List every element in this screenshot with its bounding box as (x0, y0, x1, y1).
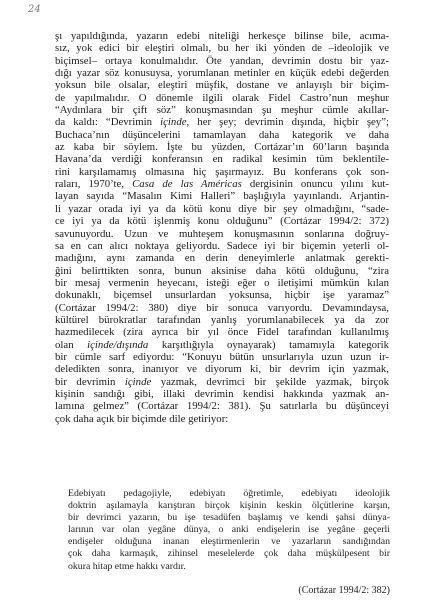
text-line: “Aydınlara bir çift söz” konuşmasından şu meşhur cümle akıllar- (55, 104, 389, 117)
text-line: de yapılmalıdır. O dönemle ilgili olarak Fidel Castro’nun meşhur (55, 91, 389, 104)
text-line: kültürel bürokratlar tarafından yanlış yorumlanabilecek ya da zor (55, 313, 389, 326)
text-line: Havana’da verdiği konferansın en radikal kesimin tüm beklentile- (55, 153, 389, 166)
text-line: hazmedilecek (zira ayrıca bir yıl önce Fidel tarafından kullanılmış (55, 326, 389, 339)
text-line: ğini belirttikten sonra, bunun aksinise daha kötü olduğunu, “zira (55, 264, 389, 277)
quote-line: Edebiyatı pedagojiyle, edebiyatı öğretimle, edebiyatı ideolojik (68, 488, 390, 499)
text-line: lamına gelmez” (Cortázar 1994/2: 381). Şu satırlarla bu düşünceyi (55, 400, 389, 413)
text-line: olan içinde/dışında karşıtlığıyla oynayarak) tamamıyla kategorik (55, 338, 389, 351)
quote-line: çok daha karmaşık, zihinsel meselelerde çok daha müşkülpesent bir (68, 548, 390, 560)
text-line: çok daha açık bir biçimde dile getiriyor: (55, 412, 229, 425)
text-line: raları, 1970’te, Casa de las Américas dergisinin onuncu yılını kut- (55, 178, 390, 191)
block-quote (68, 488, 390, 573)
quote-line: larının var olan yegâne dünya, o anki endişelerin ise yegâne geçerli (68, 524, 390, 536)
text-line: bir mesaj vermenin heyecanı, isteği eğer o iletişimi mümkün kılan (55, 276, 389, 289)
text-line: ce iyi ya da kötü işlenmiş konu olduğunu” (Cortázar 1994/2: 372) (55, 215, 389, 228)
text-line: deledikten sonra, inanıyor ve diyorum ki, bir devrim için yazmak, (55, 363, 389, 376)
text-line: li yazar orada iyi ya da kötü konu diye bir şey olmadığını, “sade- (55, 202, 389, 215)
text-line: sa en can alıcı noktaya geliyordu. Sadece iyi bir biçemin yeterli ol- (55, 239, 389, 252)
emphasized-term: içinde/dışında (87, 338, 149, 351)
text-line: dığı yazar söz konusuysa, yorumlanan metinler en küçük edebi değerden (55, 67, 389, 80)
text-line: layan sayıda “Masalın Kimi Halleri” başlığıyla yayınlandı. Arjantin- (55, 190, 389, 203)
text-line: sız, yok edici bir eleştiri olmalı, bu her iki yönden de –ideolojik ve (55, 42, 389, 55)
quote-line: okura hitap etme hakkı vardır. (68, 560, 186, 572)
text-line: (Cortázar 1994/2: 380) diye bir sonuca varıyordu. Devamındaysa, (55, 301, 389, 314)
emphasized-term: Casa de las Américas (132, 178, 242, 191)
quote-line: endişeler olduğuna inanan eleştirmenlerin ve yazarların sandığından (68, 536, 390, 548)
emphasized-term: içinde (124, 375, 152, 388)
text-line: kişinin sandığı gibi, illaki devrimin kendisi hakkında yazmak an- (55, 387, 389, 400)
text-line: Buchaca’nın düşüncelerini tamamlayan daha kategorik ve daha (55, 128, 389, 141)
text-line: bir devrimin içinde yazmak, devrimci bir şekilde yazmak, birçok (55, 375, 390, 388)
text-line: bir cümle sarf ediyordu: “Konuyu bütün unsurlarıyla uzun uzun ir- (55, 350, 389, 363)
emphasized-term: içinde (160, 116, 187, 129)
text-line: madığını, aynı zamanda en derin deneyimlerle anlatmak gerekti- (55, 252, 389, 265)
page-number: 24 (28, 4, 41, 15)
text-line: da kaldı: “Devrimin içinde, her şey; devrimin dışında, hiçbir şey”; (55, 116, 389, 129)
text-line: savunuyordu. Uzun ve muhteşem konuşmasının sonlarına doğruy- (55, 227, 389, 240)
text-line: az kaba bir söylem. İşte bu yüzden, Cortázar’ın 60’ların başında (55, 141, 389, 154)
body-text (55, 30, 389, 425)
text-line: rini karşılamamış olmasına hiç şaşırmayız. Bu konferans çok son- (55, 165, 389, 178)
text-line: şı yapıldığında, yazarın edebi niteliği herkesçe bilinse bile, acıma- (55, 30, 389, 42)
quote-citation: (Cortázar 1994/2: 382) (298, 585, 390, 596)
text-line: yoksun bile olsalar, eleştiri müşfik, dostane ve anlayışlı bir biçim- (55, 79, 389, 92)
text-line: dokunaklı, biçemsel unsurlardan yoksunsa, hiçbir işe yaramaz” (55, 289, 389, 302)
quote-line: bir devrimci yazarın, bu işe tesadüfen başlamış ve kendi şahsi dünya- (68, 512, 390, 524)
quote-line: doktrin aşılamayla karıştıran birçok kişinin keskin ölçütlerine karşın, (68, 500, 390, 512)
text-line: biçimsel– ortaya konulmalıdır. Öte yandan, devrimin dostu bir yaz- (55, 54, 389, 67)
